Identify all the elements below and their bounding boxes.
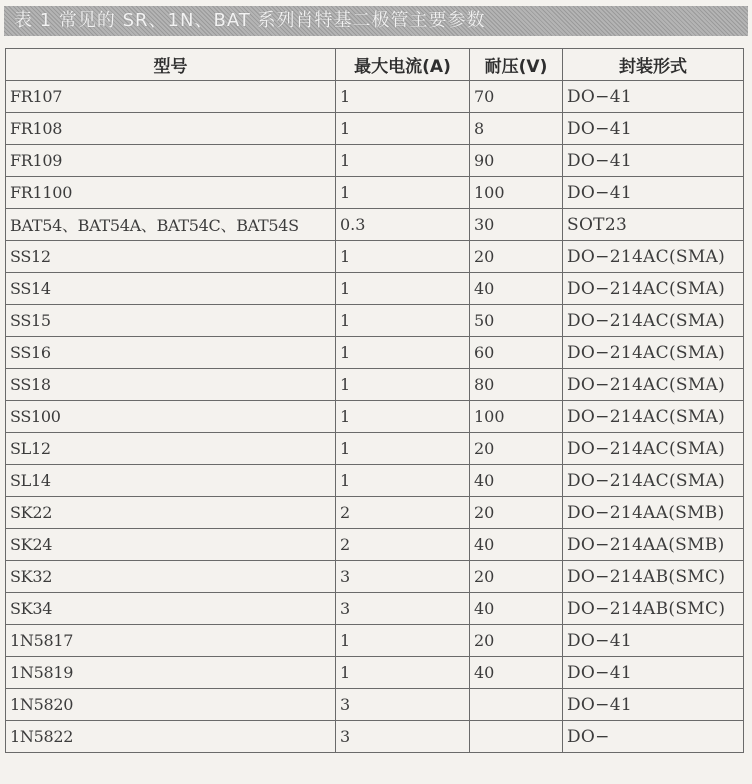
- table-row: [6, 401, 744, 433]
- table-body: [6, 81, 744, 753]
- package-cell: DO−41: [563, 625, 744, 657]
- package-cell: DO−41: [563, 689, 744, 721]
- model-cell: SK32: [6, 561, 336, 593]
- model-cell: SS15: [6, 305, 336, 337]
- voltage-cell: 20: [470, 433, 563, 465]
- table-caption: 表 1 常见的 SR、1N、BAT 系列肖特基二极管主要参数: [4, 6, 748, 36]
- table-row: [6, 529, 744, 561]
- voltage-cell: 20: [470, 561, 563, 593]
- model-cell: SL12: [6, 433, 336, 465]
- max-current-cell: 1: [336, 113, 470, 145]
- table-row: [6, 209, 744, 241]
- model-cell: SS18: [6, 369, 336, 401]
- model-cell: FR107: [6, 81, 336, 113]
- model-cell: SS100: [6, 401, 336, 433]
- voltage-cell: 80: [470, 369, 563, 401]
- package-cell: DO−214AB(SMC): [563, 561, 744, 593]
- max-current-cell: 2: [336, 529, 470, 561]
- package-cell: DO−41: [563, 177, 744, 209]
- max-current-cell: 3: [336, 721, 470, 753]
- model-cell: FR1100: [6, 177, 336, 209]
- max-current-cell: 1: [336, 305, 470, 337]
- voltage-cell: [470, 689, 563, 721]
- model-cell: SS16: [6, 337, 336, 369]
- package-cell: DO−41: [563, 81, 744, 113]
- table-row: [6, 433, 744, 465]
- max-current-cell: 1: [336, 625, 470, 657]
- table-row: [6, 721, 744, 753]
- package-cell: DO−41: [563, 145, 744, 177]
- max-current-cell: 1: [336, 433, 470, 465]
- model-cell: 1N5822: [6, 721, 336, 753]
- model-cell: SS12: [6, 241, 336, 273]
- max-current-cell: 0.3: [336, 209, 470, 241]
- package-cell: DO−: [563, 721, 744, 753]
- max-current-cell: 1: [336, 273, 470, 305]
- voltage-cell: 100: [470, 177, 563, 209]
- table-row: [6, 369, 744, 401]
- max-current-cell: 1: [336, 81, 470, 113]
- voltage-cell: 20: [470, 241, 563, 273]
- table-row: [6, 273, 744, 305]
- model-cell: SK34: [6, 593, 336, 625]
- max-current-cell: 1: [336, 241, 470, 273]
- table-row: [6, 145, 744, 177]
- voltage-cell: 50: [470, 305, 563, 337]
- model-cell: FR108: [6, 113, 336, 145]
- voltage-cell: 40: [470, 657, 563, 689]
- header-max-current: 最大电流(A): [336, 49, 470, 81]
- voltage-cell: 8: [470, 113, 563, 145]
- max-current-cell: 1: [336, 657, 470, 689]
- model-cell: SL14: [6, 465, 336, 497]
- model-cell: SK22: [6, 497, 336, 529]
- voltage-cell: 20: [470, 497, 563, 529]
- table-row: [6, 337, 744, 369]
- model-cell: 1N5817: [6, 625, 336, 657]
- voltage-cell: [470, 721, 563, 753]
- model-cell: BAT54、BAT54A、BAT54C、BAT54S: [6, 209, 336, 241]
- table-row: [6, 689, 744, 721]
- header-row: [6, 49, 744, 81]
- max-current-cell: 3: [336, 593, 470, 625]
- package-cell: DO−214AC(SMA): [563, 241, 744, 273]
- package-cell: DO−214AA(SMB): [563, 497, 744, 529]
- max-current-cell: 3: [336, 689, 470, 721]
- model-cell: SS14: [6, 273, 336, 305]
- table-row: [6, 657, 744, 689]
- package-cell: DO−214AC(SMA): [563, 273, 744, 305]
- table-row: [6, 113, 744, 145]
- model-cell: FR109: [6, 145, 336, 177]
- header-model: 型号: [6, 49, 336, 81]
- voltage-cell: 100: [470, 401, 563, 433]
- voltage-cell: 20: [470, 625, 563, 657]
- package-cell: DO−214AC(SMA): [563, 465, 744, 497]
- model-cell: 1N5819: [6, 657, 336, 689]
- max-current-cell: 2: [336, 497, 470, 529]
- header-voltage: 耐压(V): [470, 49, 563, 81]
- package-cell: DO−214AC(SMA): [563, 337, 744, 369]
- table-row: [6, 305, 744, 337]
- table-row: [6, 561, 744, 593]
- package-cell: DO−41: [563, 113, 744, 145]
- max-current-cell: 1: [336, 401, 470, 433]
- model-cell: 1N5820: [6, 689, 336, 721]
- package-cell: SOT23: [563, 209, 744, 241]
- voltage-cell: 40: [470, 273, 563, 305]
- table-row: [6, 465, 744, 497]
- voltage-cell: 90: [470, 145, 563, 177]
- table-row: [6, 81, 744, 113]
- table-row: [6, 593, 744, 625]
- header-package: 封装形式: [563, 49, 744, 81]
- voltage-cell: 70: [470, 81, 563, 113]
- model-cell: SK24: [6, 529, 336, 561]
- voltage-cell: 60: [470, 337, 563, 369]
- voltage-cell: 30: [470, 209, 563, 241]
- package-cell: DO−214AC(SMA): [563, 369, 744, 401]
- table-row: [6, 497, 744, 529]
- voltage-cell: 40: [470, 529, 563, 561]
- max-current-cell: 1: [336, 145, 470, 177]
- max-current-cell: 3: [336, 561, 470, 593]
- package-cell: DO−214AC(SMA): [563, 433, 744, 465]
- max-current-cell: 1: [336, 369, 470, 401]
- voltage-cell: 40: [470, 593, 563, 625]
- max-current-cell: 1: [336, 337, 470, 369]
- max-current-cell: 1: [336, 177, 470, 209]
- package-cell: DO−214AC(SMA): [563, 401, 744, 433]
- package-cell: DO−41: [563, 657, 744, 689]
- table-row: [6, 625, 744, 657]
- table-row: [6, 241, 744, 273]
- max-current-cell: 1: [336, 465, 470, 497]
- table-row: [6, 177, 744, 209]
- diode-spec-table: [5, 48, 744, 753]
- package-cell: DO−214AB(SMC): [563, 593, 744, 625]
- package-cell: DO−214AC(SMA): [563, 305, 744, 337]
- voltage-cell: 40: [470, 465, 563, 497]
- package-cell: DO−214AA(SMB): [563, 529, 744, 561]
